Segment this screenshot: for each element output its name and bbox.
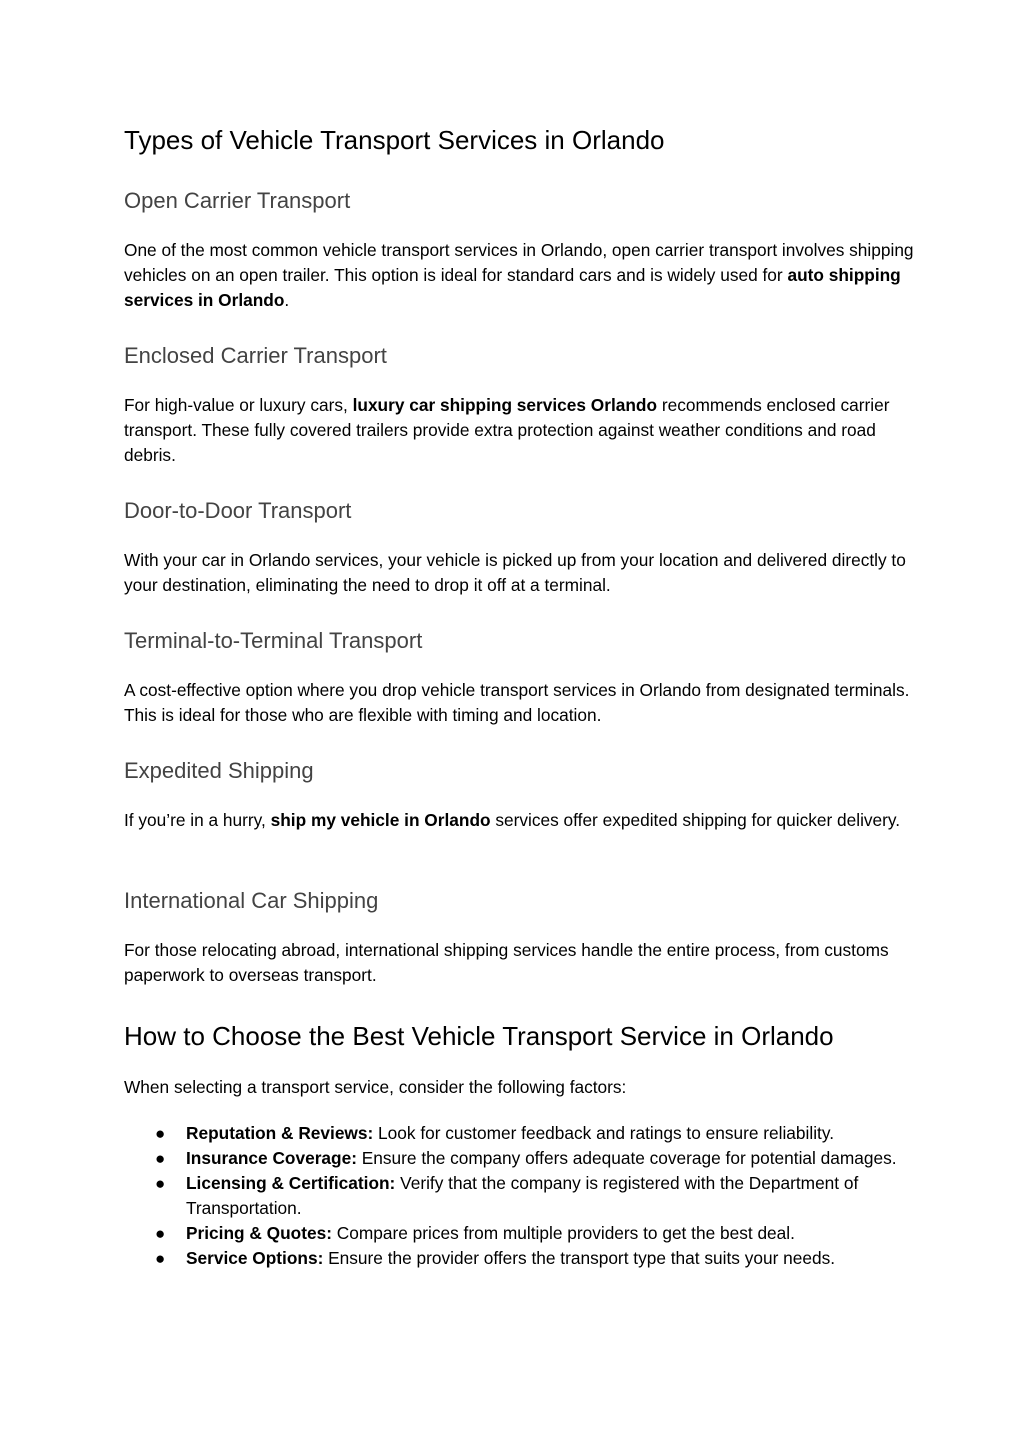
paragraph-expedited-shipping <box>124 808 914 833</box>
factor-label: Service Options: <box>186 1248 324 1268</box>
paragraph-text: . <box>284 290 290 310</box>
bullet-icon: ● <box>155 1174 166 1193</box>
list-item <box>124 1221 914 1246</box>
page-title: Types of Vehicle Transport Services in Orlando <box>124 125 665 155</box>
section-title-how-to-choose: How to Choose the Best Vehicle Transport Service in Orlando <box>124 1021 834 1051</box>
paragraph-bold: auto shipping services in Orlando <box>124 265 901 310</box>
heading-open-carrier: Open Carrier Transport <box>124 188 351 213</box>
bullet-icon: ● <box>155 1149 166 1168</box>
factor-text: Verify that the company is registered with the Department of Transportation. <box>186 1173 859 1218</box>
paragraph-door-to-door: With your car in Orlando services, your vehicle is picked up from your location and delivered directly to your destination, eliminating the need to drop it off at a terminal. <box>124 550 906 595</box>
factor-text: Ensure the provider offers the transport type that suits your needs. <box>323 1248 836 1268</box>
list-item <box>124 1121 914 1146</box>
bullet-icon: ● <box>155 1224 166 1243</box>
factors-list <box>124 1121 914 1271</box>
heading-expedited-shipping: Expedited Shipping <box>124 758 314 783</box>
heading-enclosed-carrier: Enclosed Carrier Transport <box>124 343 387 368</box>
paragraph-bold: luxury car shipping services Orlando <box>352 395 658 415</box>
factor-label: Pricing & Quotes: <box>186 1223 332 1243</box>
paragraph-text: services offer expedited shipping for quicker delivery. <box>490 810 901 830</box>
heading-terminal-to-terminal: Terminal-to-Terminal Transport <box>124 628 423 653</box>
paragraph-text: recommends enclosed carrier transport. These fully covered trailers provide extra protection against weather conditions and road debris. <box>124 395 890 465</box>
paragraph-text: For high-value or luxury cars, <box>124 395 353 415</box>
list-item <box>124 1171 914 1221</box>
heading-international-shipping: International Car Shipping <box>124 888 379 913</box>
factor-text: Ensure the company offers adequate coverage for potential damages. <box>356 1148 897 1168</box>
paragraph-enclosed-carrier <box>124 393 914 468</box>
factor-text: Compare prices from multiple providers to get the best deal. <box>331 1223 795 1243</box>
factor-label: Insurance Coverage: <box>186 1148 357 1168</box>
paragraph-open-carrier <box>124 238 914 313</box>
paragraph-bold: ship my vehicle in Orlando <box>270 810 491 830</box>
factor-label: Reputation & Reviews: <box>186 1123 374 1143</box>
list-item <box>124 1146 914 1171</box>
factor-text: Look for customer feedback and ratings to ensure reliability. <box>373 1123 835 1143</box>
paragraph-text: If you’re in a hurry, <box>124 810 271 830</box>
list-item <box>124 1246 914 1271</box>
bullet-icon: ● <box>155 1124 166 1143</box>
heading-door-to-door: Door-to-Door Transport <box>124 498 352 523</box>
paragraph-terminal-to-terminal: A cost-effective option where you drop vehicle transport services in Orlando from designated terminals. This is ideal for those who are flexible with timing and location. <box>124 680 910 725</box>
choose-intro: When selecting a transport service, consider the following factors: <box>124 1077 627 1097</box>
paragraph-international-shipping: For those relocating abroad, international shipping services handle the entire process, from customs paperwork to overseas transport. <box>124 940 889 985</box>
factor-label: Licensing & Certification: <box>186 1173 396 1193</box>
paragraph-text: One of the most common vehicle transport services in Orlando, open carrier transport involves shipping vehicles on an open trailer. This option is ideal for standard cars and is widely used for <box>124 240 914 285</box>
bullet-icon: ● <box>155 1249 166 1268</box>
